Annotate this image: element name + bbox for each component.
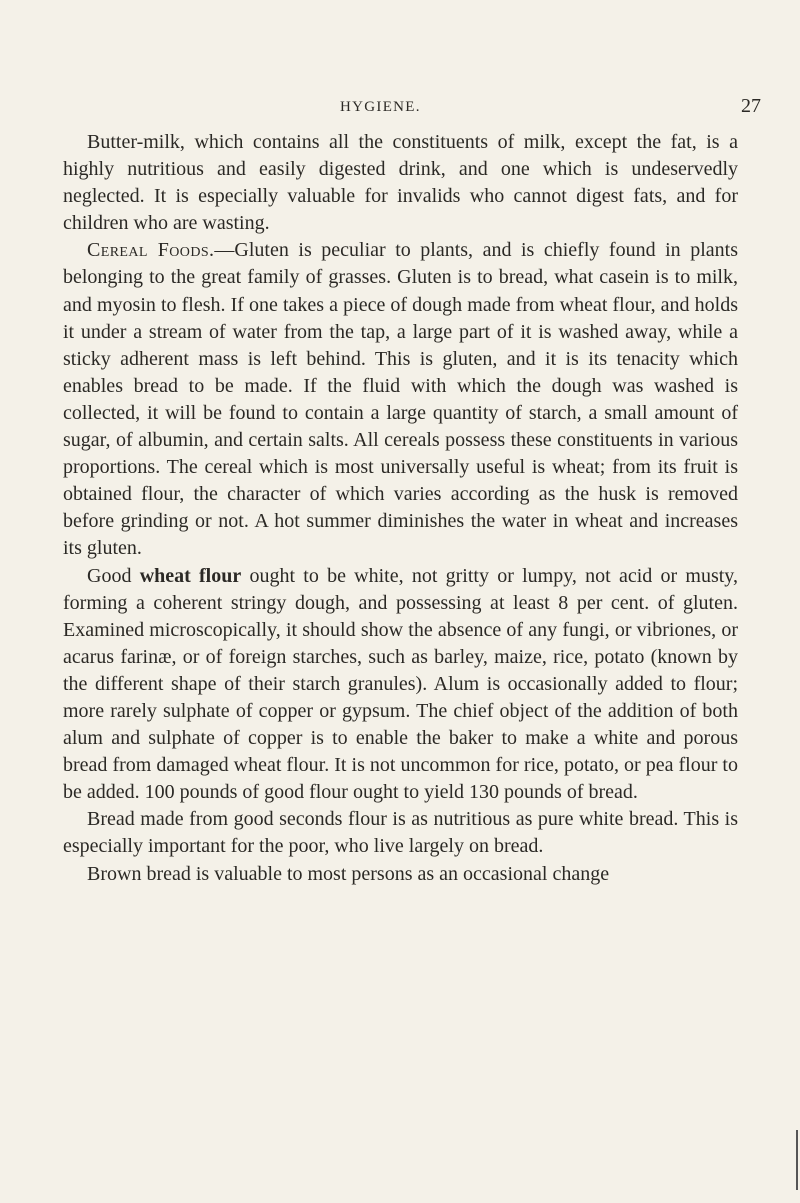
- section-heading-cereal-foods: Cereal Foods.: [87, 239, 215, 262]
- paragraph-buttermilk: Butter-milk, which contains all the constituents of milk, except the fat, is a highly nutritious and easily digested drink, and one which is undeservedly neglected. It is especially valuable for invalids who cannot digest fats, and for children who are wasting.: [63, 131, 738, 235]
- body-text: [63, 129, 738, 888]
- paragraph-cereal-foods: [63, 237, 738, 562]
- paragraph-brown-bread: Brown bread is valuable to most persons as an occasional change: [87, 862, 610, 885]
- running-head: HYGIENE.: [340, 99, 421, 115]
- paragraph-wheat-flour: [63, 563, 738, 807]
- scan-edge-mark: [796, 1130, 798, 1190]
- term-wheat-flour: wheat flour: [139, 564, 242, 587]
- paragraph-wheat-flour-lead: Good: [87, 564, 140, 587]
- paragraph-seconds-flour: Bread made from good seconds flour is as nutritious as pure white bread. This is especially important for the poor, who live largely on bread.: [63, 808, 738, 858]
- paragraph-wheat-flour-text: ought to be white, not gritty or lumpy, not acid or musty, forming a coherent stringy dough, and possessing at least 8 per cent. of gluten. Examined microscopically, it should show the absence of any fungi, or vibriones, or acarus farinæ, or of foreign starches, such as barley, maize, rice, potato (known by the different shape of their starch granules). Alum is occasionally added to flour; more rarely sulphate of copper or gypsum. The chief object of the addition of both alum and sulphate of copper is to enable the baker to make a white and porous bread from damaged wheat flour. It is not uncommon for rice, potato, or pea flour to be added. 100 pounds of good flour ought to yield 130 pounds of bread.: [63, 564, 738, 804]
- paragraph-cereal-foods-text: —Gluten is peculiar to plants, and is chiefly found in plants belonging to the great family of grasses. Gluten is to bread, what casein is to milk, and myosin to flesh. If one takes a piece of dough made from wheat flour, and holds it under a stream of water from the tap, a large part of it is washed away, while a sticky adherent mass is left behind. This is gluten, and it is its tenacity which enables bread to be made. If the fluid with which the dough was washed is collected, it will be found to contain a large quantity of starch, a small amount of sugar, of albumin, and certain salts. All cereals possess these constituents in various proportions. The cereal which is most universally useful is wheat; from its fruit is obtained flour, the character of which varies according as the husk is removed before grinding or not. A hot summer diminishes the water in wheat and increases its gluten.: [63, 239, 738, 560]
- page-number: 27: [741, 95, 761, 117]
- page-header: [0, 95, 800, 123]
